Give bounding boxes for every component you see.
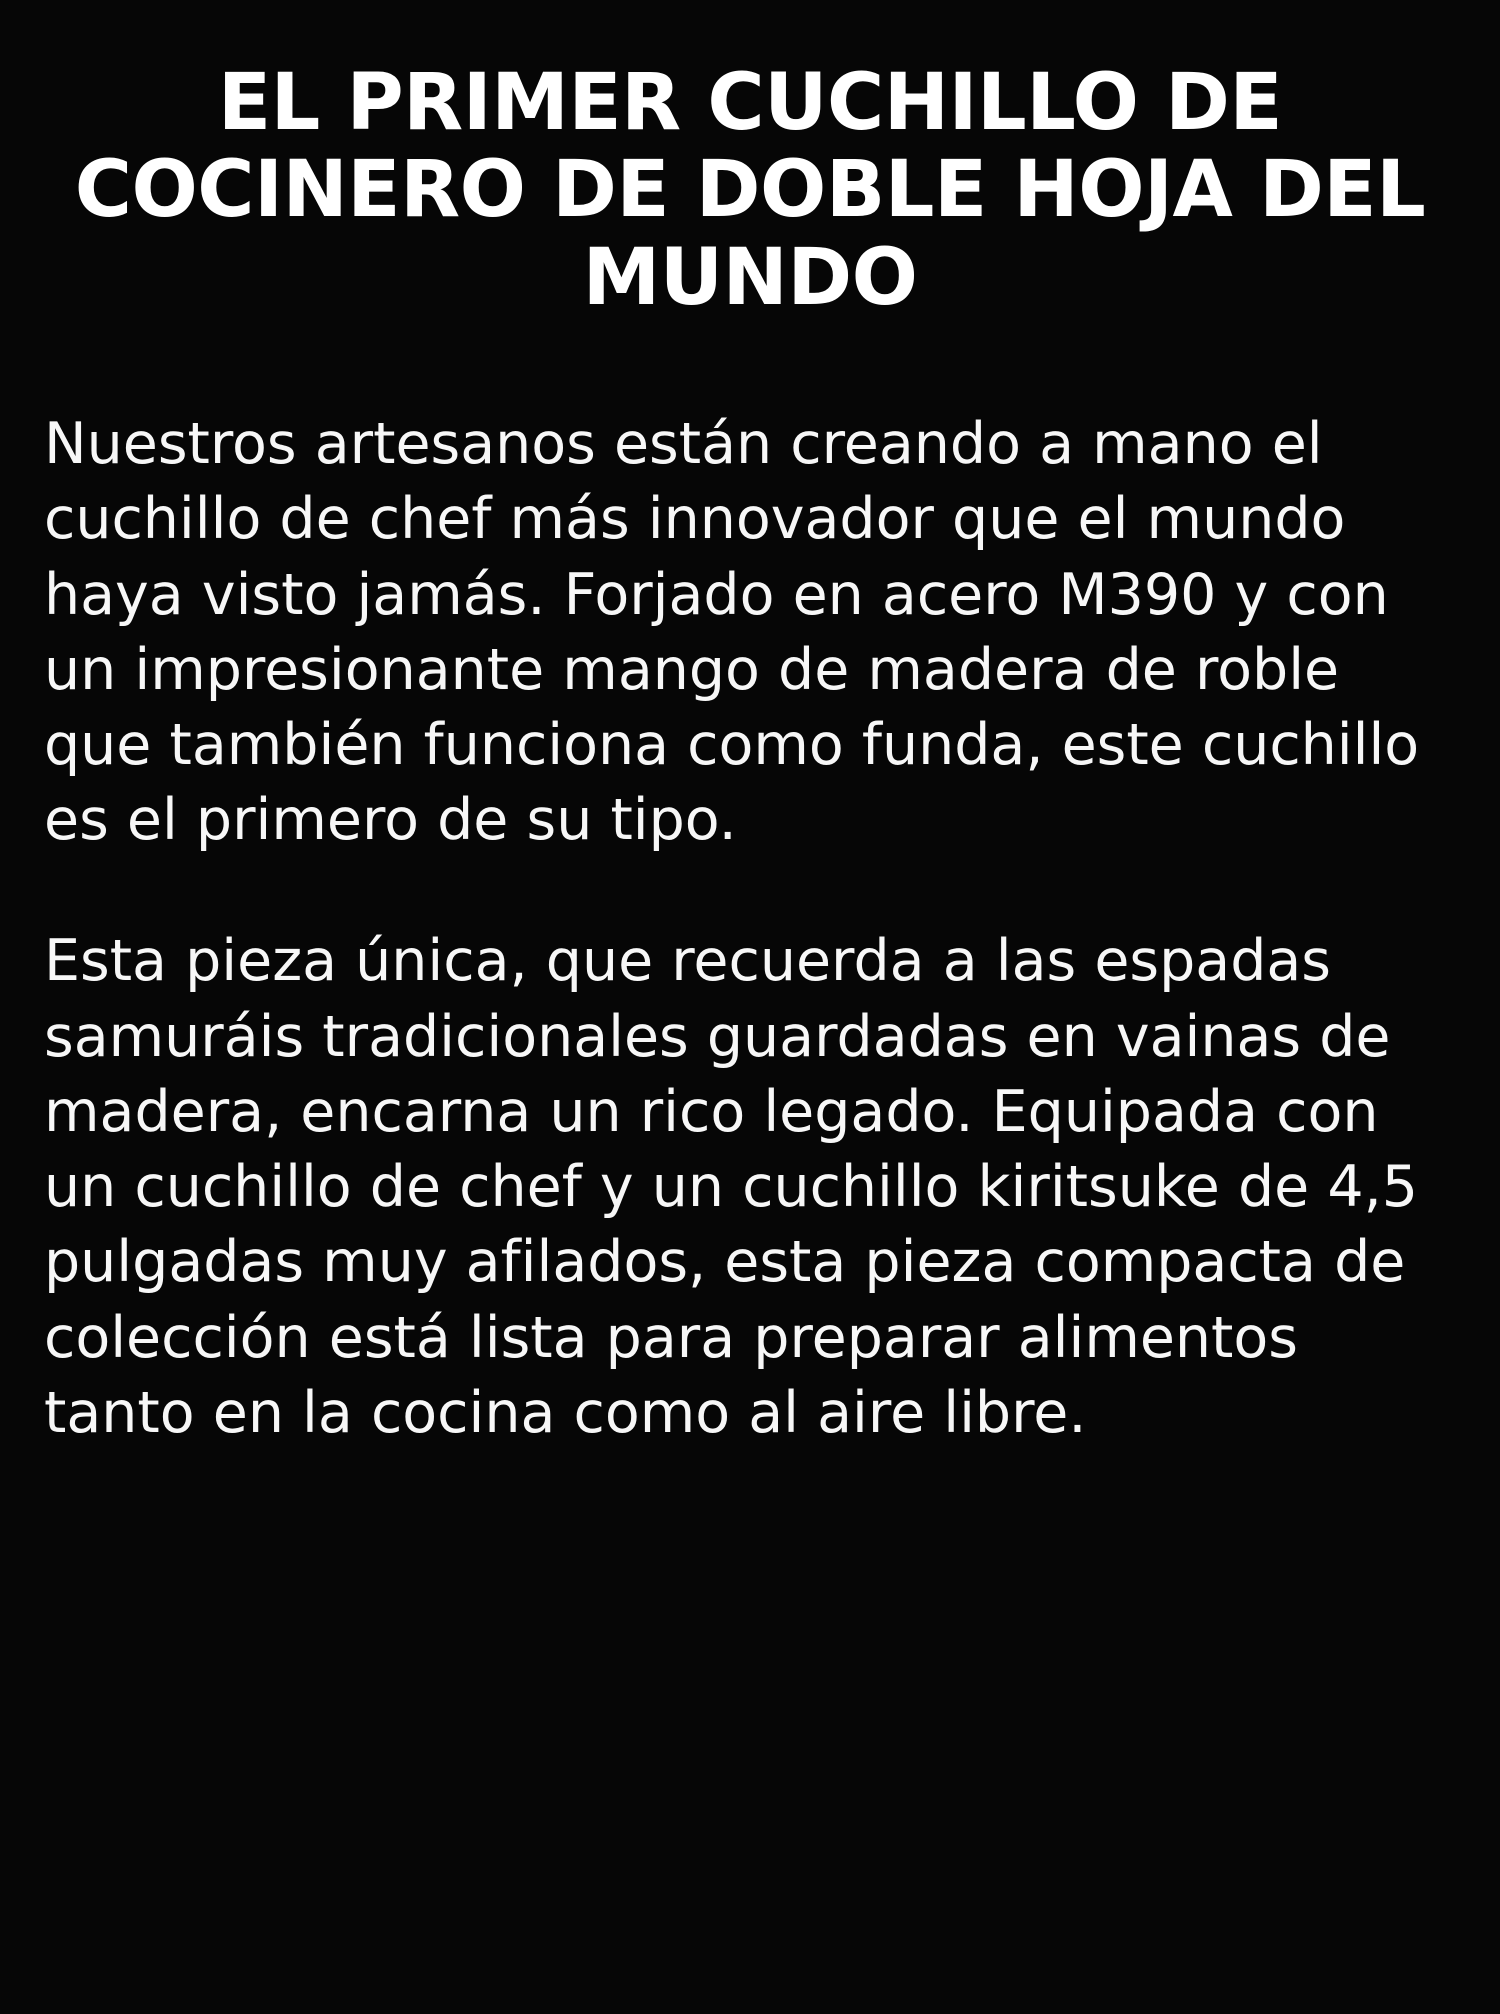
- paragraph-2: Esta pieza única, que recuerda a las espadas samuráis tradicionales guardadas en vainas de madera, encarna un rico legado. Equipada con un cuchillo de chef y un cuchillo kiritsuke de 4,5 pulgadas muy afilados, esta pieza compacta de colección está lista para preparar alimentos tanto en la cocina como al aire libre.: [44, 928, 1419, 1446]
- paragraph-1: Nuestros artesanos están creando a mano el cuchillo de chef más innovador que el mundo haya visto jamás. Forjado en acero M390 y con un impresionante mango de madera de roble que también funciona como funda, este cuchillo es el primero de su tipo.: [44, 411, 1420, 854]
- headline-spacer: [40, 322, 1460, 407]
- body-copy: [40, 407, 1460, 1451]
- page-title: EL PRIMER CUCHILLO DE COCINERO DE DOBLE HOJA DEL MUNDO: [74, 58, 1426, 323]
- paragraph-spacer: [44, 858, 1454, 924]
